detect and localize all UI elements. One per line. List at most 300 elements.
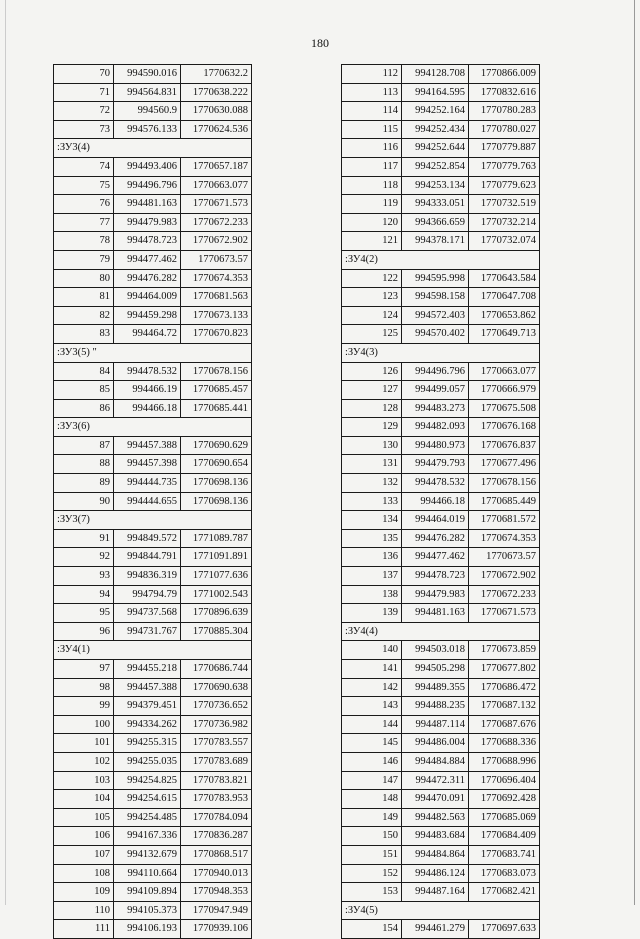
x-coordinate-cell: 994254.485 [114,808,181,827]
point-number-cell: 110 [54,901,114,920]
table-row [342,529,540,548]
x-coordinate-cell: 994499.057 [402,381,469,400]
table-row [54,678,252,697]
x-coordinate-cell: 994444.655 [114,492,181,511]
table-row [54,120,252,139]
y-coordinate-cell: 1770678.156 [181,362,252,381]
table-row [54,436,252,455]
point-number-cell: 74 [54,157,114,176]
x-coordinate-cell: 994598.158 [402,288,469,307]
table-row [342,269,540,288]
table-row [342,511,540,530]
x-coordinate-cell: 994476.282 [114,269,181,288]
y-coordinate-cell: 1770783.821 [181,771,252,790]
table-row [54,381,252,400]
y-coordinate-cell: 1770638.222 [181,83,252,102]
point-number-cell: 81 [54,288,114,307]
x-coordinate-cell: 994595.998 [402,269,469,288]
point-number-cell: 147 [342,771,402,790]
x-coordinate-cell: 994488.235 [402,697,469,716]
table-row [342,697,540,716]
table-row [342,790,540,809]
table-row [342,157,540,176]
x-coordinate-cell: 994560.9 [114,102,181,121]
x-coordinate-cell: 994106.193 [114,920,181,939]
table-row [54,474,252,493]
x-coordinate-cell: 994132.679 [114,845,181,864]
y-coordinate-cell: 1770663.077 [469,362,540,381]
table-row [342,567,540,586]
y-coordinate-cell: 1770677.802 [469,660,540,679]
point-number-cell: 87 [54,436,114,455]
table-row [54,585,252,604]
y-coordinate-cell: 1770674.353 [181,269,252,288]
section-row [54,343,252,362]
table-row [54,901,252,920]
y-coordinate-cell: 1770687.676 [469,715,540,734]
x-coordinate-cell: 994253.134 [402,176,469,195]
x-coordinate-cell: 994464.009 [114,288,181,307]
table-row [54,195,252,214]
y-coordinate-cell: 1770690.654 [181,455,252,474]
table-row [54,715,252,734]
y-coordinate-cell: 1770732.214 [469,213,540,232]
point-number-cell: 80 [54,269,114,288]
x-coordinate-cell: 994252.434 [402,120,469,139]
point-number-cell: 132 [342,474,402,493]
table-row [54,752,252,771]
y-coordinate-cell: 1770697.633 [469,920,540,939]
x-coordinate-cell: 994334.262 [114,715,181,734]
y-coordinate-cell: 1770681.572 [469,511,540,530]
point-number-cell: 112 [342,65,402,84]
section-label: :ЗУ4(2) [342,250,540,269]
x-coordinate-cell: 994477.462 [402,548,469,567]
y-coordinate-cell: 1770678.156 [469,474,540,493]
point-number-cell: 97 [54,660,114,679]
table-row [54,548,252,567]
point-number-cell: 107 [54,845,114,864]
table-row [342,845,540,864]
scan-edge-line [5,0,6,905]
y-coordinate-cell: 1770885.304 [181,622,252,641]
point-number-cell: 151 [342,845,402,864]
point-number-cell: 137 [342,567,402,586]
point-number-cell: 142 [342,678,402,697]
x-coordinate-cell: 994466.19 [114,381,181,400]
table-row [342,492,540,511]
section-label: :ЗУ4(1) [54,641,252,660]
table-row [54,269,252,288]
point-number-cell: 89 [54,474,114,493]
x-coordinate-cell: 994333.051 [402,195,469,214]
table-row [54,102,252,121]
table-row [342,920,540,939]
point-number-cell: 150 [342,827,402,846]
x-coordinate-cell: 994590.016 [114,65,181,84]
section-label: :ЗУ4(5) [342,901,540,920]
table-row [342,195,540,214]
y-coordinate-cell: 1770673.57 [181,250,252,269]
y-coordinate-cell: 1771077.636 [181,567,252,586]
point-number-cell: 104 [54,790,114,809]
y-coordinate-cell: 1770682.421 [469,883,540,902]
point-number-cell: 116 [342,139,402,158]
y-coordinate-cell: 1770673.133 [181,306,252,325]
table-row [342,381,540,400]
table-row [342,399,540,418]
y-coordinate-cell: 1770688.336 [469,734,540,753]
point-number-cell: 123 [342,288,402,307]
x-coordinate-cell: 994478.723 [114,232,181,251]
point-number-cell: 91 [54,529,114,548]
y-coordinate-cell: 1770630.088 [181,102,252,121]
y-coordinate-cell: 1770698.136 [181,492,252,511]
x-coordinate-cell: 994737.568 [114,604,181,623]
section-label: :ЗУ4(3) [342,343,540,362]
x-coordinate-cell: 994731.767 [114,622,181,641]
y-coordinate-cell: 1770896.639 [181,604,252,623]
y-coordinate-cell: 1770692.428 [469,790,540,809]
x-coordinate-cell: 994472.311 [402,771,469,790]
x-coordinate-cell: 994464.72 [114,325,181,344]
table-row [54,808,252,827]
x-coordinate-cell: 994366.659 [402,213,469,232]
point-number-cell: 93 [54,567,114,586]
point-number-cell: 105 [54,808,114,827]
x-coordinate-cell: 994836.319 [114,567,181,586]
x-coordinate-cell: 994479.793 [402,455,469,474]
point-number-cell: 139 [342,604,402,623]
x-coordinate-cell: 994572.403 [402,306,469,325]
section-label: :ЗУ3(5) " [54,343,252,362]
y-coordinate-cell: 1770671.573 [181,195,252,214]
section-label: :ЗУ3(4) [54,139,252,158]
point-number-cell: 76 [54,195,114,214]
table-row [54,883,252,902]
table-row [54,250,252,269]
y-coordinate-cell: 1770647.708 [469,288,540,307]
y-coordinate-cell: 1770779.763 [469,157,540,176]
table-row [54,232,252,251]
y-coordinate-cell: 1771091.891 [181,548,252,567]
x-coordinate-cell: 994478.532 [114,362,181,381]
point-number-cell: 138 [342,585,402,604]
x-coordinate-cell: 994252.854 [402,157,469,176]
table-row [54,65,252,84]
x-coordinate-cell: 994252.164 [402,102,469,121]
x-coordinate-cell: 994478.532 [402,474,469,493]
table-row [342,232,540,251]
table-row [342,585,540,604]
table-row [54,362,252,381]
y-coordinate-cell: 1770657.187 [181,157,252,176]
y-coordinate-cell: 1770685.457 [181,381,252,400]
table-row [54,771,252,790]
point-number-cell: 99 [54,697,114,716]
table-row [54,920,252,939]
point-number-cell: 101 [54,734,114,753]
point-number-cell: 118 [342,176,402,195]
section-row [54,139,252,158]
x-coordinate-cell: 994379.451 [114,697,181,716]
table-row [342,734,540,753]
x-coordinate-cell: 994255.035 [114,752,181,771]
y-coordinate-cell: 1770673.57 [469,548,540,567]
x-coordinate-cell: 994487.114 [402,715,469,734]
table-row [342,120,540,139]
y-coordinate-cell: 1770653.862 [469,306,540,325]
y-coordinate-cell: 1770836.287 [181,827,252,846]
x-coordinate-cell: 994477.462 [114,250,181,269]
table-row [342,660,540,679]
y-coordinate-cell: 1770676.837 [469,436,540,455]
point-number-cell: 100 [54,715,114,734]
y-coordinate-cell: 1770779.623 [469,176,540,195]
x-coordinate-cell: 994457.388 [114,678,181,697]
y-coordinate-cell: 1770649.713 [469,325,540,344]
x-coordinate-cell: 994464.019 [402,511,469,530]
y-coordinate-cell: 1770672.233 [469,585,540,604]
y-coordinate-cell: 1770780.283 [469,102,540,121]
point-number-cell: 119 [342,195,402,214]
table-row [342,827,540,846]
y-coordinate-cell: 1770673.859 [469,641,540,660]
x-coordinate-cell: 994482.093 [402,418,469,437]
table-row [54,622,252,641]
point-number-cell: 84 [54,362,114,381]
y-coordinate-cell: 1770866.009 [469,65,540,84]
table-row [54,567,252,586]
point-number-cell: 143 [342,697,402,716]
y-coordinate-cell: 1770783.557 [181,734,252,753]
table-row [54,529,252,548]
point-number-cell: 122 [342,269,402,288]
y-coordinate-cell: 1770663.077 [181,176,252,195]
y-coordinate-cell: 1770732.519 [469,195,540,214]
x-coordinate-cell: 994109.894 [114,883,181,902]
table-row [54,157,252,176]
table-row [342,65,540,84]
point-number-cell: 148 [342,790,402,809]
x-coordinate-cell: 994461.279 [402,920,469,939]
y-coordinate-cell: 1770624.536 [181,120,252,139]
point-number-cell: 149 [342,808,402,827]
table-row [342,455,540,474]
table-row [54,827,252,846]
table-row [342,771,540,790]
x-coordinate-cell: 994844.791 [114,548,181,567]
table-row [342,83,540,102]
point-number-cell: 117 [342,157,402,176]
point-number-cell: 135 [342,529,402,548]
section-label: :ЗУ3(7) [54,511,252,530]
x-coordinate-cell: 994455.218 [114,660,181,679]
table-row [54,306,252,325]
point-number-cell: 85 [54,381,114,400]
x-coordinate-cell: 994496.796 [402,362,469,381]
point-number-cell: 133 [342,492,402,511]
section-label: :ЗУ4(4) [342,622,540,641]
point-number-cell: 153 [342,883,402,902]
table-row [342,641,540,660]
point-number-cell: 126 [342,362,402,381]
y-coordinate-cell: 1770675.508 [469,399,540,418]
point-number-cell: 72 [54,102,114,121]
y-coordinate-cell: 1771089.787 [181,529,252,548]
table-row [342,715,540,734]
y-coordinate-cell: 1770683.741 [469,845,540,864]
x-coordinate-cell: 994503.018 [402,641,469,660]
x-coordinate-cell: 994570.402 [402,325,469,344]
table-row [342,325,540,344]
x-coordinate-cell: 994482.563 [402,808,469,827]
table-row [54,455,252,474]
y-coordinate-cell: 1770643.584 [469,269,540,288]
table-row [54,845,252,864]
point-number-cell: 120 [342,213,402,232]
y-coordinate-cell: 1770784.094 [181,808,252,827]
point-number-cell: 75 [54,176,114,195]
y-coordinate-cell: 1770677.496 [469,455,540,474]
table-row [342,362,540,381]
y-coordinate-cell: 1770676.168 [469,418,540,437]
point-number-cell: 90 [54,492,114,511]
y-coordinate-cell: 1770779.887 [469,139,540,158]
x-coordinate-cell: 994164.595 [402,83,469,102]
x-coordinate-cell: 994483.273 [402,399,469,418]
x-coordinate-cell: 994479.983 [402,585,469,604]
table-row [54,176,252,195]
x-coordinate-cell: 994167.336 [114,827,181,846]
point-number-cell: 154 [342,920,402,939]
y-coordinate-cell: 1770686.744 [181,660,252,679]
y-coordinate-cell: 1770736.652 [181,697,252,716]
point-number-cell: 92 [54,548,114,567]
section-row [342,622,540,641]
x-coordinate-cell: 994486.124 [402,864,469,883]
y-coordinate-cell: 1770670.823 [181,325,252,344]
table-row [342,418,540,437]
point-number-cell: 131 [342,455,402,474]
table-row [54,288,252,307]
point-number-cell: 82 [54,306,114,325]
point-number-cell: 129 [342,418,402,437]
point-number-cell: 83 [54,325,114,344]
x-coordinate-cell: 994110.664 [114,864,181,883]
point-number-cell: 102 [54,752,114,771]
x-coordinate-cell: 994486.004 [402,734,469,753]
point-number-cell: 108 [54,864,114,883]
point-number-cell: 113 [342,83,402,102]
section-row [342,901,540,920]
point-number-cell: 70 [54,65,114,84]
y-coordinate-cell: 1770868.517 [181,845,252,864]
section-row [54,641,252,660]
table-row [54,790,252,809]
point-number-cell: 71 [54,83,114,102]
y-coordinate-cell: 1770696.404 [469,771,540,790]
table-row [342,548,540,567]
y-coordinate-cell: 1770783.689 [181,752,252,771]
x-coordinate-cell: 994576.133 [114,120,181,139]
x-coordinate-cell: 994484.884 [402,752,469,771]
point-number-cell: 134 [342,511,402,530]
point-number-cell: 121 [342,232,402,251]
point-number-cell: 140 [342,641,402,660]
table-row [342,883,540,902]
y-coordinate-cell: 1770783.953 [181,790,252,809]
table-row [54,492,252,511]
y-coordinate-cell: 1770683.073 [469,864,540,883]
x-coordinate-cell: 994128.708 [402,65,469,84]
x-coordinate-cell: 994478.723 [402,567,469,586]
point-number-cell: 86 [54,399,114,418]
x-coordinate-cell: 994794.79 [114,585,181,604]
point-number-cell: 96 [54,622,114,641]
table-row [342,102,540,121]
y-coordinate-cell: 1770939.106 [181,920,252,939]
point-number-cell: 136 [342,548,402,567]
x-coordinate-cell: 994480.973 [402,436,469,455]
y-coordinate-cell: 1770685.449 [469,492,540,511]
x-coordinate-cell: 994457.388 [114,436,181,455]
x-coordinate-cell: 994444.735 [114,474,181,493]
x-coordinate-cell: 994481.163 [402,604,469,623]
y-coordinate-cell: 1770940.013 [181,864,252,883]
point-number-cell: 111 [54,920,114,939]
y-coordinate-cell: 1770688.996 [469,752,540,771]
x-coordinate-cell: 994254.615 [114,790,181,809]
x-coordinate-cell: 994487.164 [402,883,469,902]
x-coordinate-cell: 994378.171 [402,232,469,251]
section-label: :ЗУ3(6) [54,418,252,437]
y-coordinate-cell: 1770684.409 [469,827,540,846]
table-row [342,678,540,697]
y-coordinate-cell: 1770672.902 [469,567,540,586]
point-number-cell: 125 [342,325,402,344]
y-coordinate-cell: 1770681.563 [181,288,252,307]
coordinates-table-left [53,64,252,939]
section-row [54,511,252,530]
table-row [54,604,252,623]
y-coordinate-cell: 1770948.353 [181,883,252,902]
y-coordinate-cell: 1770685.069 [469,808,540,827]
x-coordinate-cell: 994479.983 [114,213,181,232]
x-coordinate-cell: 994505.298 [402,660,469,679]
x-coordinate-cell: 994483.684 [402,827,469,846]
point-number-cell: 145 [342,734,402,753]
y-coordinate-cell: 1770832.616 [469,83,540,102]
x-coordinate-cell: 994459.298 [114,306,181,325]
y-coordinate-cell: 1771002.543 [181,585,252,604]
point-number-cell: 95 [54,604,114,623]
y-coordinate-cell: 1770736.982 [181,715,252,734]
table-row [342,288,540,307]
x-coordinate-cell: 994457.398 [114,455,181,474]
x-coordinate-cell: 994252.644 [402,139,469,158]
x-coordinate-cell: 994470.091 [402,790,469,809]
point-number-cell: 78 [54,232,114,251]
y-coordinate-cell: 1770632.2 [181,65,252,84]
scan-edge-line [634,0,635,905]
coordinates-table-right [341,64,540,939]
x-coordinate-cell: 994481.163 [114,195,181,214]
point-number-cell: 128 [342,399,402,418]
table-row [342,864,540,883]
point-number-cell: 141 [342,660,402,679]
point-number-cell: 146 [342,752,402,771]
